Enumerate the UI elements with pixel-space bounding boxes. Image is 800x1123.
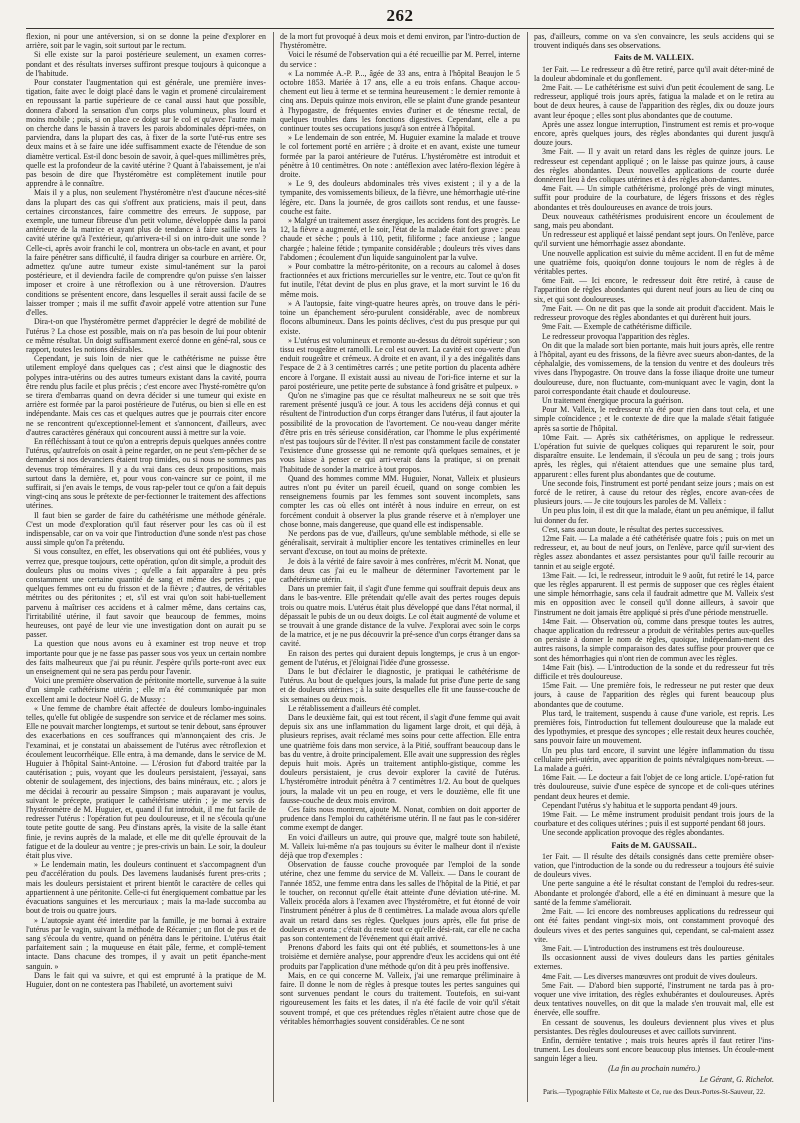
paragraph: Mais, en ce qui concerne M. Valleix, j'ai une remarque préliminaire à faire. Il donne le nom de règles à presque toutes les pertes sanguines qui sont survenues pendant le cours du traitement. Toutefois, en sui-vant rigoureusement les faits et les dates, il n'a été facile de voir qu'il s'était souvent trompé, et que ces prétendues règles n'étaient autre chose que de véritables hémorrhagies souvent considérables. Ce ne sont bbox=[280, 970, 520, 1026]
paragraph: Cependant, je suis loin de nier que le cathétérisme ne puisse être utilement employé dans quelques cas ; c'est ainsi que le diagnostic des polypes intra-utérins ou des autres tumeurs existant dans la cavité, pourra être rendu plus facile et plus précis ; c'est encore avec l'hysté-romètre qu'on se tirera d'embarras quand on devra décider si une tumeur qui existe en arrière est formée par la paroi postérieure de l'utérus, ou bien si elle en est indépendante. Mais ces cas et quelques autres que je pourrais citer encore ne se rencontrent qu'exceptionnel-lement et s'annoncent, d'ailleurs, avec d'autres caractères généraux qui concourent aussi à mettre sur la voie. bbox=[26, 354, 266, 437]
paragraph: Qu'on ne s'imagine pas que ce résultat malheureux ne se soit que très rarement présenté jusqu'à ce jour. A tous les accidens déjà connus et qui résultent de l'introduction d'un corps étranger dans l'utérus, il faut ajouter la possibilité de la provocation de l'avortement. Ce nou-veau danger mérite d'être pris en très sérieuse considération, car l'homme le plus expérimenté n'est pas toujours sûr de l'éviter. Il n'est pas constamment facile de constater l'existence d'une grossesse qui ne remonte qu'à quelques semaines, et je vous laisse à penser ce qui arri-verait dans la pratique, si on prenait l'habitude de sonder la matrice à tout propos. bbox=[280, 390, 520, 474]
column-left bbox=[26, 32, 266, 1102]
paragraph: 2me Fait. — Le cathétérisme est suivi d'un petit écoulement de sang. Le redresseur, appliqué trois jours après, fatigua la malade et on le retira au bout de deux heures, à cause de l'apparition des règles, dix ou douze jours avant leur époque ; elles sont plus abondantes que de coutume. bbox=[534, 83, 774, 120]
paragraph: 10me Fait. — Après six cathétérismes, on applique le redresseur. L'opération fut suivie de quelques coliques qui reparurent le soir, pour disparaître ensuite. Le lendemain, il s'écoula un peu de sang ; trois jours après, les règles, qui n'étaient attendues que une semaine plus tard, apparurent : elles furent plus abondantes que de coutume. bbox=[534, 432, 774, 479]
paragraph: Deux nouveaux cathétérismes produisirent encore un écoulement de sang, mais peu abondant. bbox=[534, 211, 774, 231]
page-number: 262 bbox=[386, 6, 414, 25]
paragraph: 4me Fait. — Les diverses manœuvres ont produit de vives douleurs. bbox=[542, 971, 758, 981]
paragraph-continued: flexion, ni pour une antéversion, si on se donne la peine d'explorer en arrière, soit par le vagin, soit surtout par le rectum. bbox=[26, 32, 266, 51]
column-middle bbox=[280, 32, 520, 1102]
paragraph: Pour constater l'augmentation qui est générale, une première inves-tigation, faite avec le doigt placé dans le vagin et promené circulairement en repoussant la partie supérieure de ce canal aussi haut que possible, donnera d'abord la sensation d'un corps plus volumineux, plus lourd et moins mobile ; puis, si on place ce doigt sur le col et qu'avec l'autre main on cherche dans le bassin à travers les parois abdominales dépri-mées, on parviendra, dans la plupart des cas, à fixer de la sorte l'uté-rus entre ses deux mains et à se faire une idée suffisamment exacte de l'étendue de son diamètre vertical. Est-il donc besoin de savoir, à quel-ques millimètres près, quelle est la profondeur de la cavité utérine ? Quant à l'abaissement, je n'ai pas besoin de dire que l'hystéromètre est complètement inutile pour apprendre à le connaître. bbox=[26, 78, 266, 189]
paragraph: 1er Fait. — Le redresseur a dû être retiré, parce qu'il avait déter-miné de la douleur abdominale et du gonflement. bbox=[534, 64, 774, 83]
paragraph: En raison des pertes qui duraient depuis longtemps, je crus à un engor-gement de l'utérus, et j'éloignai l'idée d'une grossesse. bbox=[280, 648, 520, 667]
paragraph: » Pour combattre la métro-péritonite, on a recours au calomel à doses fractionnées et aux frictions mercurielles sur le ventre, etc. Tout ce qu'on fit fut inutile, l'état devint de plus en plus grave, et la mort survint le 16 du même mois. bbox=[280, 262, 520, 299]
paragraph: » Le 9, des douleurs abdominales très vives existent ; il y a de la tympanite, des vomissements bilieux, de la fièvre, une hémorrhagie uté-rine légère, etc. Dans la journée, de gros caillots sont rendus, et une fausse-couche est faite. bbox=[280, 179, 520, 216]
paragraph: Le redresseur provoqua l'apparition des règles. bbox=[542, 331, 690, 341]
paragraph: 6me Fait. — Ici encore, le redresseur doit être retiré, à cause de l'apparition de règles abondantes qui durent neuf jours au lieu de cinq ou six, et qui sont douloureuses. bbox=[534, 276, 774, 304]
paragraph: 16me Fait. — Le docteur a fait l'objet de ce long article. L'opé-ration fut très douloureuse, suivie d'une espèce de syncope et de coli-ques utérines pendant deux heures et demie. bbox=[534, 773, 774, 801]
paragraph: Dans un premier fait, il s'agit d'une femme qui souffrait depuis deux ans dans le bas-ventre. Elle prétendait qu'elle avait des pertes rouges depuis trois ou quatre mois. L'utérus était plus développé que dans l'état normal, il dépassait le pubis de un ou deux doigts. Le col était augmenté de volume et se trouvait à une grande distance de la vulve. J'explorai avec soin le corps de la matrice, et je ne pus découvrir la pré-sence d'un corps étranger dans sa cavité. bbox=[280, 584, 520, 649]
paragraph: 7me Fait. — On ne dit pas que la sonde ait produit d'accident. Mais le redresseur provoque des règles abondantes et qui durèrent huit jours. bbox=[534, 303, 774, 323]
paragraph: 1er Fait. — Il résulte des détails consignés dans cette première obser-vation, que l'introduction de la sonde ou du redresseur a toujours été suivie de douleurs vives. bbox=[534, 851, 774, 880]
paragraph: Observation de fausse couche provoquée par l'emploi de la sonde utérine, chez une femme du service de M. Valleix. — Dans le courant de l'année 1852, une femme entra dans les salles de l'hôpital de la Pitié, et par le toucher, on reconnut qu'elle était atteinte d'une déviation uté-rine. M. Valleix procéda alors à l'examen avec l'hystéromètre, et fut étonné de voir l'instrument pénétrer à plus de 8 centimètres. La malade avoua alors qu'elle avait un retard dans ses règles. Quelques jours après, elle fut prise de douleurs et avorta ; c'était du reste tout ce qu'elle dési-rait, car elle ne cacha pas son contentement de l'événement qui était arrivé. bbox=[280, 860, 520, 943]
paragraph: 3me Fait. — Il y avait un retard dans les règles de quinze jours. Le redresseur est cependant appliqué ; on le laisse pas quinze jours, à cause des règles abondantes. Deux nouvelles applications de courte durée donnèrent lieu à des coliques utérines et à des règles abon-dantes. bbox=[534, 147, 774, 185]
paragraph: Un peu plus loin, il est dit que la malade, étant un peu anémique, il fallut lui donner du fer. bbox=[534, 506, 774, 525]
column-divider bbox=[273, 32, 274, 1102]
printer-imprint: Paris.—Typographie Félix Malteste et Ce, rue des Deux-Portes-St-Sauveur, 22. bbox=[542, 1087, 766, 1096]
paragraph: Ces faits nous montrent, ajoute M. Nonat, combien on doit apporter de prudence dans l'emploi du cathétérisme utérin. Il ne faut pas le con-sidérer comme exempt de danger. bbox=[280, 805, 520, 833]
paragraph: Dans le fait qui va suivre, et qui est emprunté à la pratique de M. Huguier, dont on ne contestera pas l'habileté, un avortement suivi bbox=[26, 970, 266, 989]
paragraph: En réfléchissant à tout ce qu'on a entrepris depuis quelques années contre l'utérus, qu'autrefois on osait à peine regarder, on ne peut s'em-pêcher de se demander si nos devanciers étaient trop timides, ou si nous ne sommes pas devenus trop téméraires. Il y a du vrai dans ces deux propositions, mais surtout dans la dernière, et, pour vous con-vaincre sur ce point, il me suffirait, si j'en avais le temps, de vous rap-peler tout ce qu'on a fait depuis vingt-cinq ans sous le prétexte de per-fectionner le traitement des affections utérines. bbox=[26, 436, 266, 511]
paragraph: Pour M. Valleix, le redresseur n'a été pour rien dans tout cela, et une simple coïncidence ; et le contexte de dire que la malade s'était fatiguée après sa sortie de l'hôpital. bbox=[534, 405, 774, 433]
paragraph: Cependant l'utérus s'y habitua et le supporta pendant 49 jours. bbox=[542, 800, 738, 810]
paragraph: » Le lendemain de son entrée, M. Huguier examine la malade et trouve le col fortement porté en arrière ; à droite et en avant, existe une tumeur formée par la paroi antérieure de l'utérus. L'hystéromètre est introduit et pénètre à 10 centimètres. On note : antéflexion avec latéro-flexion légère à droite. bbox=[280, 133, 520, 180]
paragraph: Une seconde application provoque des règles abondantes. bbox=[542, 828, 725, 838]
text-columns bbox=[26, 32, 774, 1102]
paragraph: 14me Fait. — Observation où, comme dans presque toutes les autres, chaque application du redresseur a produit de véritables pertes aux-quelles on persiste à donner le nom de règles, quoique, indépendam-ment des autres raisons, la simple comparaison des dates suffise pour prouver que ce sont des hémorrhagies qui n'ont rien de commun avec les règles. bbox=[534, 616, 774, 663]
paragraph: En cessant de souvenus, les douleurs deviennent plus vives et plus persistantes. Des règles douloureuses et avec caillots survinrent. bbox=[534, 1017, 774, 1036]
paragraph: Une nouvelle application est suivie du même accident. Il en fut de même une quatrième fois, quoiqu'on donne toujours le nom de règles à de véritables pertes. bbox=[534, 248, 774, 277]
paragraph: 3me Fait. — L'introduction des instrumens est très douloureuse. bbox=[542, 943, 745, 953]
paragraph: 14me Fait (bis). — L'introduction de la sonde et du redresseur fut très difficile et très douloureuse. bbox=[534, 662, 774, 682]
paragraph: Voici le résumé de l'observation qui a été recueillie par M. Perrel, interne du service : bbox=[280, 50, 520, 69]
paragraph: » L'utérus est volumineux et remonte au-dessus du détroit supérieur ; son tissu est rougeâtre et ramolli. Le col est ouvert. La cavité est cou-verte d'un enduit rougeâtre et crémeux. A droite et en avant, il y a des inégalités dans l'espace de 2 à 3 centimètres carrés ; une petite portion du placenta adhère encore à l'organe. Il existait aussi au niveau de l'ori-fice interne et sur la paroi postérieure, une petite perte de substance à fond grisâtre et pulpeux. » bbox=[280, 335, 520, 391]
signature-line: Le Gérant, G. Richelot. bbox=[699, 1074, 774, 1084]
paragraph: 2me Fait. — Ici encore des nombreuses applications du redresseur qui ont été faites pendant vingt-six mois, ont constamment provoqué des douleurs vives et des pertes sanguines qui, cependant, se cal-maient assez vite. bbox=[534, 907, 774, 944]
paragraph: Le rétablissement a d'ailleurs été complet. bbox=[288, 703, 421, 713]
paragraph: On dit que la malade sort bien portante, mais huit jours après, elle rentre à l'hôpital, ayant eu des frissons, de la fièvre avec sueurs abon-dantes, de la céphalalgie, des vomissemens, de la tension du ventre et des douleurs très vives dans l'hypogastre. On trouve dans la fosse iliaque droite une tumeur douloureuse, dure, non fluctuante, com-muniquant avec le vagin, dont la paroi correspondante était chaude et douloureuse. bbox=[534, 340, 774, 396]
column-divider bbox=[527, 32, 528, 1102]
paragraph: C'est, sans aucun doute, le résultat des pertes successives. bbox=[542, 524, 724, 534]
paragraph: Après une assez longue interruption, l'instrument est remis et pro-voque encore, après quelques jours, des règles abondantes qui durent jusqu'à douze jours. bbox=[534, 119, 774, 148]
paragraph: Ils occasionnent aussi de vives douleurs dans les parties génitales externes. bbox=[534, 953, 774, 972]
paragraph: » Le lendemain matin, les douleurs continuent et s'accompagnent d'un peu d'accélération du pouls. Des lavemens laudanisés furent pres-crits ; mais les douleurs persistaient et prirent bientôt le caractère de celles qui appartiennent à une péritonite. Celle-ci fut énergiquement combattue par les évacuations sanguines et les mercuriaux ; mais la ma-lade succomba au bout de trois ou quatre jours. bbox=[26, 860, 266, 916]
paragraph: 13me Fait. — Ici, le redresseur, introduit le 9 août, fut retiré le 14, parce que les règles apparurent. Il est permis de supposer que ces règles étaient une simple hémorrhagie, sans cela il faudrait admettre que M. Valleix s'est mis en opposition avec le conseil qu'il donne ailleurs, à savoir que l'instrument ne doit jamais être appliqué si près d'une période menstruelle. bbox=[534, 570, 774, 617]
paragraph: 12me Fait. — La malade a été cathétérisée quatre fois ; puis on met un redresseur, et, au bout de neuf jours, on l'enlève, parce qu'il sur-vient des règles assez abondantes et assez persistantes pour qu'il faille recourir au tannin et au seigle ergoté. bbox=[534, 533, 774, 571]
paragraph: » Malgré un traitement assez énergique, les accidens font des progrès. Le 12, la fièvre a augmenté, et le soir, l'état de la malade était fort grave : peau chaude et sèche ; pouls à 110, petit, filiforme ; face anxieuse ; langue chargée ; haleine fétide ; tympanite considérable ; douleurs très vives dans l'abdomen ; écoulement d'un liquide sanguinolent par la vulve. bbox=[280, 216, 520, 262]
paragraph: Mais il y a plus, non seulement l'hystéromètre n'est d'aucune néces-sité dans la plupart des cas qui s'offrent aux praticiens, mais il peut, dans certaines circonstances, faire commettre des erreurs. Je suppose, par exemple, une tumeur fibreuse d'un petit volume, développée dans la paroi antérieure de la matrice et ayant plus de tendance à faire saillie vers la cavité utérine qu'à l'extérieur, qu'arrivera-t-il si on intro-duit une sonde ? Celle-ci, après avoir franchi le col, montrera un obs-tacle en avant, et pour la faire pénétrer sans difficulté, il faudra diriger sa courbure en arrière. Or, admettez qu'une autre tumeur existe simul-tanément sur la paroi postérieure, et il deviendra facile de comprendre qu'on puisse s'en laisser imposer et croire à une rétroflexion ou à une rétroversion. D'autres conditions se présentent encore, dans lesquelles il serait aussi facile de se laisser tromper ; mais il me suffit d'avoir appelé votre attention sur l'une d'elles. bbox=[26, 188, 266, 318]
paragraph: 4me Fait. — Un simple cathétérisme, prolongé près de vingt minutes, suffit pour produire de la courbature, de légers frissons et des règles abondantes et très douloureuses en avance de trois jours. bbox=[534, 184, 774, 212]
paragraph: Je dois à la vérité de faire savoir à mes confrères, m'écrit M. Nonat, que dans deux cas j'ai eu le malheur de déterminer l'avortement par le cathétérisme utérin. bbox=[280, 556, 520, 584]
section-heading: Faits de M. VALLEIX. bbox=[614, 53, 694, 63]
paragraph: Dira-t-on que l'hystéromètre permet d'apprécier le degré de mobilité de l'utérus ? La chose est possible, mais on n'a pas besoin de lui pour obtenir ce même résultat. Un doigt suffisamment exercé donne en géné-ral, sous ce rapport, toutes les notions désirables. bbox=[26, 317, 266, 354]
paragraph: « La nommée A.-P. P..., âgée de 33 ans, entra à l'hôpital Beaujon le 5 octobre 1853. Mariée à 17 ans, elle a eu trois enfans. Chaque accou-chement eut lieu à terme et se termina heureusement : le dernier remonte à cinq ans. Depuis quinze mois environ, elle se plaint d'une grande pesanteur à l'hypogastre, de fréquentes envies d'uriner et de ténesme rectal, de quelques troubles dans les fonctions digestives. Cependant, elle a pu continuer toutes ses occupations jusqu'à son entrée à l'hôpital. bbox=[280, 68, 520, 134]
paragraph: La question que nous avons eu à examiner est trop neuve et trop importante pour que je ne fasse pas passer sous vos yeux un certain nombre des faits malheureux que j'ai pu réunir. J'espère qu'ils porte-ront avec eux un enseignement qui ne sera pas perdu pour l'avenir. bbox=[26, 639, 266, 677]
paragraph: Plus tard, le traitement, suspendu à cause d'une variole, est repris. Les premières fois, l'introduction fut tellement douloureuse que la malade eut des lypothymies, et presque des syncopes ; elle restait deux heures couchée, sans pouvoir faire un mouvement. bbox=[534, 708, 774, 746]
continuation-note: (La fin au prochain numéro.) bbox=[608, 1063, 700, 1073]
paragraph: Un traitement énergique procura la guérison. bbox=[542, 395, 684, 405]
paragraph: » A l'autopsie, faite vingt-quatre heures après, on trouve dans le péri-toine un épanchement séro-purulent considérable, avec de nombreux flocons albumineux. Dans les points déclives, c'est du pus presque pur qui existe. bbox=[280, 298, 520, 336]
header-rule bbox=[26, 28, 774, 29]
paragraph: Si vous consultez, en effet, les observations qui ont été publiées, vous y verrez que, presque toujours, cette opération, qu'on dit simple, a produit des douleurs plus ou moins vives ; qu'elle a fait apparaître à peu près constamment une certaine quantité de sang et même des pertes ; que quelques femmes ont eu du frisson et de la fièvre ; d'autres, de véritables métrites ou des péritonites ; et, s'il est vrai qu'on soit habi-tuellement parvenu à maîtriser ces accidens et à calmer même, dans certains cas, l'irritabilité utérine, il faut savoir que beaucoup de femmes, moins heureuses, ont payé de leur vie une investigation dont on aurait pu se passer. bbox=[26, 547, 266, 640]
paragraph: Voici une première observation de péritonite mortelle, survenue à la suite d'un simple cathétérisme utérin ; elle m'a été communiquée par mon excellent ami le docteur Noël G. de Mussy : bbox=[26, 676, 266, 704]
paragraph: Quand des hommes comme MM. Huguier, Nonat, Valleix et plusieurs autres n'ont pu éviter un pareil écueil, quand on songe combien les renseignemens fournis par les femmes sont souvent incomplets, sans compter les cas où elles ont intérêt à nous induire en erreur, on est forcément conduit à observer la plus grande réserve et à n'employer une chose bonne, mais dangereuse, que quand elle est indispensable. bbox=[280, 473, 520, 529]
paragraph: Un peu plus tard encore, il survint une légère inflammation du tissu cellulaire péri-utérin, avec apparition de points névralgiques nom-breux. — La malade a guéri. bbox=[534, 745, 774, 774]
paragraph: Prenons d'abord les faits qui ont été publiés, et soumettons-les à une troisième et dernière analyse, pour apprendre d'eux les accidens qui ont été produits par l'application d'une méthode qu'on dit à peu près inoffensive. bbox=[280, 943, 520, 971]
paragraph: « Une femme de chambre était affectée de douleurs lombo-inguinales telles, qu'elle fut obligée de suspendre son service et de réclamer mes soins. Elle ne pouvait marcher longtemps, et surtout se tenir debout, sans éprouver des exacerbations en ces souffrances qui m'annonçaient des cris. Je l'examinai, et je constatai un abaissement de l'utérus avec rétroflexion et écoulement leucorrhéique. Elle entra, à ma demande, dans le service de M. Huguier à l'hôpital Saint-Antoine. — L'érosion fut d'abord traitée par la cautérisation ; puis, voyant que les douleurs persistaient, j'essayai, sans obtenir de soulagement, des injections, des bains minéraux, etc. ; alors je me décidai à recourir au pessaire Simpson ; mais auparavant je voulus, suivant le précepte, pratiquer le cathétérisme utérin ; je me servis de l'hystéromètre de M. Huguier, et, quand il fut introduit, il me fut facile de redresser l'utérus : l'opération fut peu douloureuse, et il ne s'écoula qu'une toute petite goutte de sang. Peu d'instans après, la visite de la salle étant finie, je revins auprès de la malade, et elle me dit qu'elle éprouvait de la fatigue et de la douleur au ventre ; je pres-crivis un bain. Le soir, la douleur était plus vive. bbox=[26, 703, 266, 861]
paragraph: Dans le deuxième fait, qui est tout récent, il s'agit d'une femme qui avait depuis six ans une inflammation du ligament large droit, et qui déjà, à plusieurs reprises, avait réclamé mes soins pour cette affection. Elle entra une quatrième fois dans mon service, à la Pitié, souffrant beaucoup dans le bas du ventre, à droite principalement. Elle avait une suppression des règles depuis huit mois. Après un traitement antiphlo-gistique, comme les douleurs persistaient, je crus devoir explorer la cavité de l'utérus. L'hystéromètre introduit pénétra à 7 centimètres 1/2. Au bout de quelques jours, la malade vit un peu en rouge, et vers le douzième, elle fit une fausse-couche de deux mois environ. bbox=[280, 713, 520, 805]
paragraph: 19me Fait. — Le même instrument produisit pendant trois jours de la courbature et des coliques utérines ; puis il est supporté pendant 68 jours. bbox=[534, 810, 774, 829]
paragraph-continued: de la mort fut provoqué à deux mois et demi environ, par l'intro-duction de l'hystéromètre. bbox=[280, 32, 520, 51]
paragraph: Un redresseur est appliqué et laissé pendant sept jours. On l'enlève, parce qu'il survient une hémorrhagie assez abondante. bbox=[534, 230, 774, 249]
paragraph: Enfin, dernière tentative ; mais trois heures après il faut retirer l'ins-trument. Les douleurs sont encore beaucoup plus intenses. Un écoule-ment sanguin léger a lieu. bbox=[534, 1035, 774, 1064]
paragraph: Il faut bien se garder de faire du cathétérisme une méthode générale. C'est un mode d'exploration qu'il faut réserver pour les cas où il est indispensable, car on va voir que l'introduction d'une sonde n'est pas chose aussi simple qu'on l'a prétendu. bbox=[26, 510, 266, 548]
column-right bbox=[534, 32, 774, 1102]
paragraph: 9me Fait. — Exemple de cathétérisme difficile. bbox=[542, 322, 692, 332]
paragraph: Une perte sanguine a été le résultat constant de l'emploi du redres-seur. Abondante et prolongée d'abord, elle a été en diminuant à mesure que la santé de la femme s'améliorait. bbox=[534, 879, 774, 907]
paragraph: Une seconde fois, l'instrument est porté pendant seize jours ; mais on est forcé de le retirer, à cause du retour des règles, encore avan-cées de plusieurs jours. — Je cite toujours les paroles de M. Valleix : bbox=[534, 478, 774, 507]
section-heading: Faits de M. GAUSSAIL. bbox=[611, 840, 697, 850]
paragraph-continued: pas, d'ailleurs, comme on va s'en convaincre, les seuls accidens qui se trouvent indiqués dans ses observations. bbox=[534, 32, 774, 51]
paragraph: 15me Fait. — Une première fois, le redresseur ne put rester que deux jours, à cause de l'apparition des règles qui furent beaucoup plus abondantes que de coutume. bbox=[534, 681, 774, 709]
paragraph: En voici d'ailleurs un autre, qui prouve que, malgré toute son habileté, M. Valleix lui-même n'a pas toujours su éviter le malheur dont il n'existe déjà que trop d'exemples : bbox=[280, 832, 520, 861]
paragraph: 5me Fait. — D'abord bien supporté, l'instrument ne tarda pas à pro-voquer une vive irritation, des règles exhubérantes et douloureuses. Après deux tentatives nouvelles, on dit que la malade s'en trouvait mal, elle est énervée, elle souffre. bbox=[534, 980, 774, 1018]
paragraph: Ne perdons pas de vue, d'ailleurs, qu'une semblable méthode, si elle se généralisait, servirait à multiplier encore les tentatives criminelles en leur servant d'excuse, on tout au moins de prétexte. bbox=[280, 528, 520, 557]
paragraph: » L'autopsie ayant été interdite par la famille, je me bornai à extraire l'utérus par le vagin, suivant la méthode de Récamier ; un flot de pus et de sang s'écoula du ventre, quand on pénétra dans le péritoine. L'utérus était parfaitement sain ; la muqueuse en était pâle, ferme, et complè-tement intacte. Dans chacune des trompes, il y avait un petit épanche-ment sanguin. » bbox=[26, 915, 266, 971]
paragraph: Dans le but d'éclairer le diagnostic, je pratiquai le cathétérisme de l'utérus. Au bout de quelques jours, la malade fut prise d'une perte de sang et de douleurs utérines ; à la suite desquelles elle fit une fausse-couche de six semaines ou deux mois. bbox=[280, 667, 520, 704]
paragraph: Si elle existe sur la paroi postérieure seulement, un examen corres-pondant et des résultats inverses suffiront presque toujours à quiconque a de l'habitude. bbox=[26, 50, 266, 78]
